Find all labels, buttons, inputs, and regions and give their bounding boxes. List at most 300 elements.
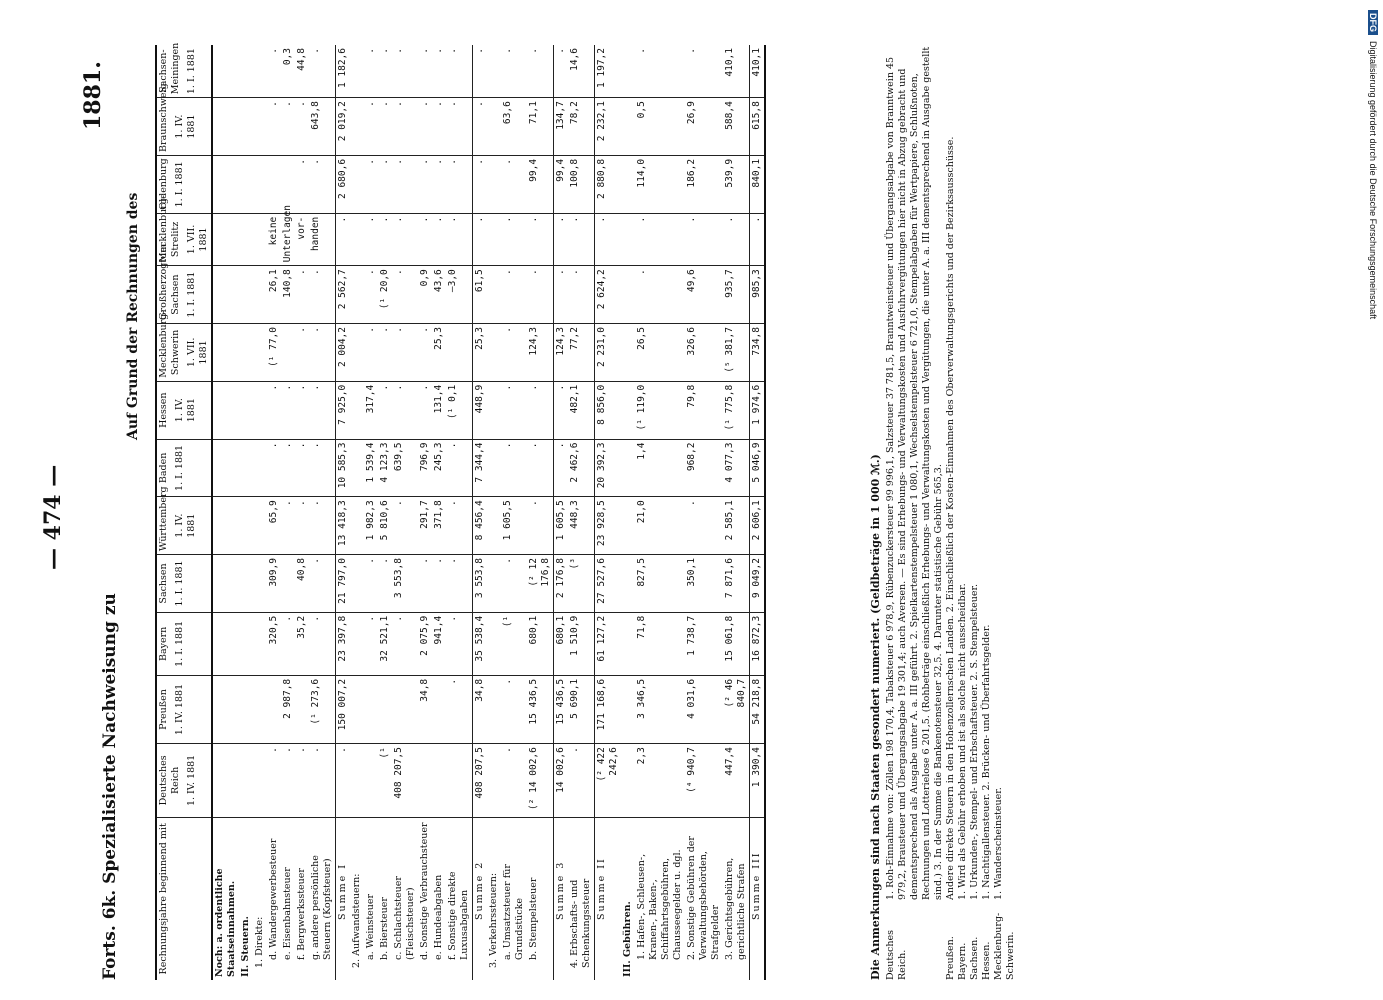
table-cell: . [309, 744, 336, 818]
row-label: III. Gebühren. [622, 901, 633, 977]
table-cell: . [364, 324, 378, 382]
table-cell [253, 675, 267, 743]
row-label: f. Bergwerkssteuer [296, 868, 307, 960]
table-cell: 10 585,3 [336, 439, 351, 497]
table-cell [350, 555, 364, 613]
table-cell: . [364, 213, 378, 266]
table-cell: . [554, 213, 569, 266]
table-cell: . [267, 45, 281, 98]
table-cell: (¹ 0,1 [446, 381, 473, 439]
table-cell: 827,5 [635, 555, 685, 613]
table-cell: 134,7 [554, 98, 569, 156]
table-cell: . [309, 324, 336, 382]
table-cell: 0,5 [635, 98, 685, 156]
table-cell: 291,7 [418, 497, 432, 555]
table-cell [253, 45, 267, 98]
table-cell: (² 12 176,8 [527, 555, 554, 613]
table-cell: 7 871,6 [723, 555, 750, 613]
column-header [156, 381, 212, 439]
table-cell: . [378, 98, 392, 156]
table-cell: 3 346,5 [635, 675, 685, 743]
table-cell: . [527, 439, 554, 497]
table-cell: . [501, 213, 527, 266]
table-row [267, 45, 281, 980]
table-cell [212, 266, 239, 324]
table-cell: . [392, 155, 418, 213]
table-cell: 408 207,5 [473, 744, 488, 818]
table-cell: . [378, 555, 392, 613]
table-cell: 43,6 [432, 266, 446, 324]
table-cell [212, 98, 239, 156]
table-cell: handen [309, 213, 336, 266]
table-cell: 4 031,6 [685, 675, 723, 743]
row-label: 1. Direkte: [254, 916, 265, 968]
table-cell: . [281, 612, 295, 675]
table-cell: 317,4 [364, 381, 378, 439]
table-cell: . [418, 155, 432, 213]
table-cell [487, 744, 501, 818]
table-cell: . [267, 381, 281, 439]
table-cell [253, 497, 267, 555]
column-date: 1. IV. 1881 [174, 513, 197, 538]
footnote-text: 1. Urkunden-, Stempel- und Erbschaftsteuer. 2. S. Stempelsteuer. [969, 584, 980, 900]
row-label: 2. Aufwandsteuern: [351, 873, 362, 968]
row-label: f. Sonstige direkte Luxusabgaben [447, 871, 470, 960]
column-date: 1. IV. 1881 [174, 398, 197, 423]
table-row [336, 45, 351, 980]
table-cell: . [501, 675, 527, 743]
table-cell: 124,3 [554, 324, 569, 382]
table-cell [239, 155, 253, 213]
table-cell: 114,0 [635, 155, 685, 213]
table-cell [350, 675, 364, 743]
table-cell: 309,9 [267, 555, 281, 613]
column-name: Preußen [158, 689, 169, 730]
table-cell: 100,8 [568, 155, 595, 213]
table-cell: . [554, 381, 569, 439]
table-cell: 14 002,6 [554, 744, 569, 818]
table-cell: . [378, 155, 392, 213]
table-cell [239, 555, 253, 613]
dfg-credit-text: Digitalisierung gefördert durch die Deutsche Forschungsgemeinschaft [1368, 41, 1378, 320]
table-cell [212, 744, 239, 818]
table-cell: 26,5 [635, 324, 685, 382]
table-cell: 840,1 [750, 155, 766, 213]
table-cell: 3 553,8 [473, 555, 488, 613]
table-cell: . [418, 555, 432, 613]
table-cell: Unterlagen [281, 213, 295, 266]
row-label: Summe II [595, 817, 622, 980]
table-cell [212, 555, 239, 613]
table-cell [621, 555, 635, 613]
table-cell [267, 675, 281, 743]
table-cell: 20 392,3 [595, 439, 622, 497]
table-cell: 2,3 [635, 744, 685, 818]
table-cell: (² 14 002,6 [527, 744, 554, 818]
table-cell: . [309, 266, 336, 324]
table-cell: . [554, 266, 569, 324]
table-cell [239, 497, 253, 555]
table-cell: . [378, 45, 392, 98]
table-cell: . [392, 497, 418, 555]
table-cell: 5 690,1 [568, 675, 595, 743]
table-cell: 410,1 [750, 45, 766, 98]
table-cell [487, 213, 501, 266]
footnote-state: Mecklenburg-Schwerin. [993, 912, 1016, 980]
table-cell: 448,9 [473, 381, 488, 439]
table-cell [212, 439, 239, 497]
table-cell [239, 266, 253, 324]
table-cell [212, 675, 239, 743]
table-cell [621, 98, 635, 156]
table-row [418, 45, 432, 980]
table-cell: 15 436,5 [554, 675, 569, 743]
table-cell: . [295, 439, 309, 497]
column-name: Braunschweig [158, 83, 169, 152]
table-row [750, 45, 766, 980]
table-cell: 985,3 [750, 266, 766, 324]
table-cell [432, 744, 446, 818]
table-cell: 0,9 [418, 266, 432, 324]
row-label: a. Weinsteuer [365, 893, 376, 960]
table-cell: 4 077,3 [723, 439, 750, 497]
column-header [156, 243, 212, 324]
table-cell: 5 810,6 [378, 497, 392, 555]
footnote-text: Andere direkte Steuern in den Hohenzollernschen Landen. 2. Einschließlich der Kosten-Einnahmen des Oberverwaltungsgerichts und der Bezirksausschüsse. [945, 136, 956, 900]
table-cell: 796,9 [418, 439, 432, 497]
table-cell: . [635, 266, 685, 324]
table-cell: 2 880,8 [595, 155, 622, 213]
table-cell [378, 675, 392, 743]
table-row [487, 45, 501, 980]
table-cell: 1 390,4 [750, 744, 766, 818]
table-cell [212, 155, 239, 213]
table-cell: . [568, 266, 595, 324]
column-date: 1. I. 1881 [174, 161, 185, 208]
table-cell: . [635, 213, 685, 266]
footnote-item [957, 40, 969, 980]
table-cell: . [309, 439, 336, 497]
table-cell: 1 197,2 [595, 45, 622, 98]
table-cell: . [685, 213, 723, 266]
table-cell [295, 675, 309, 743]
table-cell: 32 521,1 [378, 612, 392, 675]
column-header [156, 744, 212, 818]
table-cell: 2 019,2 [336, 98, 351, 156]
table-cell [487, 324, 501, 382]
column-name: Deutsches Reich [158, 755, 181, 806]
row-label: 1. Hafen-, Schleusen-, Kranen-, Baken-, Schiffahrtsgebühren, Chausseegelder u. dgl. [636, 849, 683, 960]
table-cell: . [527, 266, 554, 324]
table-cell [239, 213, 253, 266]
table-row [295, 45, 309, 980]
table-cell: 2 075,9 [418, 612, 432, 675]
table-cell: (¹ 119,0 [635, 381, 685, 439]
table-cell: . [267, 439, 281, 497]
table-cell: . [501, 155, 527, 213]
column-date: 1. IV. 1881 [174, 683, 185, 736]
table-cell: 588,4 [723, 98, 750, 156]
table-cell [239, 675, 253, 743]
table-cell [487, 612, 501, 675]
table-cell [364, 744, 378, 818]
table-cell: . [473, 213, 488, 266]
footnote-item [969, 40, 981, 980]
table-cell: 25,3 [432, 324, 446, 382]
table-cell: 71,1 [527, 98, 554, 156]
table-cell [418, 744, 432, 818]
table-cell: 15 061,8 [723, 612, 750, 675]
table-cell [350, 213, 364, 266]
table-cell [621, 266, 635, 324]
table-cell: (² 46 840,7 [723, 675, 750, 743]
column-header [156, 83, 212, 156]
table-cell: 1 982,3 [364, 497, 378, 555]
table-cell: 2 231,0 [595, 324, 622, 382]
table-cell: 71,8 [635, 612, 685, 675]
table-cell: . [527, 381, 554, 439]
table-cell: 26,9 [685, 98, 723, 156]
table-cell [446, 744, 473, 818]
table-cell: . [527, 45, 554, 98]
table-row [685, 45, 723, 980]
table-cell [253, 555, 267, 613]
table-cell: 2 176,8 [554, 555, 569, 613]
table-cell [253, 612, 267, 675]
table-cell: 40,8 [295, 555, 309, 613]
table-cell: (¹ [378, 744, 392, 818]
row-label: g. andere persönliche Steuern (Kopfsteuer) [310, 855, 333, 960]
column-date: 1. I. 1881 [186, 48, 197, 95]
table-row [239, 45, 253, 980]
table-cell: (⁵ 381,7 [723, 324, 750, 382]
table-cell: 21,0 [635, 497, 685, 555]
table-cell: 171 168,6 [595, 675, 622, 743]
column-name: Mecklenburg-Schwerin [158, 310, 181, 378]
table-cell: . [364, 555, 378, 613]
row-label: d. Sonstige Verbrauchsteuer [419, 822, 430, 960]
table-cell: . [295, 381, 309, 439]
table-cell: 1 738,7 [685, 612, 723, 675]
footnote-state: Deutsches Reich. [885, 930, 908, 980]
table-cell: 44,8 [295, 45, 309, 98]
table-cell: 7 344,4 [473, 439, 488, 497]
row-label: Summe III [750, 817, 766, 980]
table-cell: (¹ 20,0 [378, 266, 392, 324]
table-cell: 26,1 [267, 266, 281, 324]
table-cell: . [750, 213, 766, 266]
table-cell: . [501, 381, 527, 439]
row-label: 4. Erbschafts- und Schenkungssteuer [569, 878, 592, 968]
table-cell: 447,4 [723, 744, 750, 818]
table-cell [239, 744, 253, 818]
column-name: Großherzogtum Sachsen [158, 243, 181, 320]
table-cell: . [392, 381, 418, 439]
table-cell [253, 439, 267, 497]
table-cell: . [267, 98, 281, 156]
table-cell [253, 213, 267, 266]
table-cell: 448,3 [568, 497, 595, 555]
table-cell [239, 45, 253, 98]
table-cell: . [418, 213, 432, 266]
table-cell [350, 45, 364, 98]
table-cell: . [281, 439, 295, 497]
table-cell [239, 439, 253, 497]
dfg-logo: DFG [1368, 10, 1378, 35]
table-row [621, 45, 635, 980]
table-cell: . [392, 324, 418, 382]
table-cell: 15 436,5 [527, 675, 554, 743]
table-cell: 23 928,5 [595, 497, 622, 555]
table-cell: 61 127,2 [595, 612, 622, 675]
table-cell [621, 744, 635, 818]
table-cell: 410,1 [723, 45, 750, 98]
table-cell: . [309, 612, 336, 675]
table-cell: . [432, 155, 446, 213]
table-cell: 131,4 [432, 381, 446, 439]
table-cell: . [378, 213, 392, 266]
table-cell [487, 155, 501, 213]
table-cell: 1,4 [635, 439, 685, 497]
table-cell: 2 680,6 [336, 155, 351, 213]
table-cell: 34,8 [473, 675, 488, 743]
table-cell [392, 675, 418, 743]
table-cell: 16 872,3 [750, 612, 766, 675]
table-cell: . [309, 381, 336, 439]
table-cell [281, 555, 295, 613]
table-cell: . [364, 612, 378, 675]
table-row [568, 45, 595, 980]
table-cell: 680,1 [554, 612, 569, 675]
table-cell [487, 381, 501, 439]
column-header [156, 555, 212, 613]
row-label: a. Umsatzsteuer für Grundstücke [502, 864, 525, 960]
table-cell: . [527, 497, 554, 555]
table-cell: 935,7 [723, 266, 750, 324]
column-header [156, 486, 212, 555]
table-cell [621, 155, 635, 213]
table-cell: (³ [568, 555, 595, 613]
table-cell: (⁴ 940,7 [685, 744, 723, 818]
table-cell: . [501, 439, 527, 497]
table-cell: 35 538,4 [473, 612, 488, 675]
column-date: 1. I. 1881 [174, 560, 185, 607]
table-cell: 615,8 [750, 98, 766, 156]
table-cell: 2 004,2 [336, 324, 351, 382]
table-cell: 27 527,6 [595, 555, 622, 613]
table-cell: 54 218,8 [750, 675, 766, 743]
row-label: Noch: a. ordentliche Staatseinnahmen. [214, 868, 237, 977]
table-cell: 3 553,8 [392, 555, 418, 613]
table-cell: 8 456,4 [473, 497, 488, 555]
table-cell: 639,5 [392, 439, 418, 497]
footnote-item [993, 40, 1017, 980]
table-cell [239, 98, 253, 156]
table-cell: 186,2 [685, 155, 723, 213]
table-cell: . [685, 45, 723, 98]
table-cell: . [432, 98, 446, 156]
table-cell [239, 381, 253, 439]
table-cell: 968,2 [685, 439, 723, 497]
table-cell: . [501, 45, 527, 98]
table-row [253, 45, 267, 980]
statistics-table [155, 42, 766, 980]
table-cell: 1 605,5 [501, 497, 527, 555]
table-row [723, 45, 750, 980]
table-cell: . [295, 324, 309, 382]
column-header [156, 310, 212, 382]
table-cell [212, 612, 239, 675]
sidebar-credit [1366, 10, 1380, 990]
table-cell: 78,2 [568, 98, 595, 156]
table-cell: . [418, 381, 432, 439]
table-cell [253, 324, 267, 382]
table-cell: 8 856,0 [595, 381, 622, 439]
table-cell: . [446, 45, 473, 98]
table-cell: 539,9 [723, 155, 750, 213]
table-cell: 79,8 [685, 381, 723, 439]
table-cell [212, 381, 239, 439]
table-row [378, 45, 392, 980]
table-cell [212, 45, 239, 98]
table-cell: . [446, 155, 473, 213]
table-cell: vor- [295, 213, 309, 266]
column-name: Hessen [158, 392, 169, 428]
table-cell: . [295, 98, 309, 156]
table-row [364, 45, 378, 980]
table-cell: (¹ 77,0 [267, 324, 281, 382]
table-cell: . [595, 213, 622, 266]
table-cell: 2 987,8 [281, 675, 295, 743]
table-cell: 734,8 [750, 324, 766, 382]
table-cell: . [568, 744, 595, 818]
table-cell: . [295, 266, 309, 324]
table-cell: . [568, 213, 595, 266]
page-subtitle: Auf Grund der Rechnungen des [125, 192, 141, 440]
stub-header: Rechnungsjahre beginnend mit [156, 817, 212, 980]
column-name: Baden [158, 452, 169, 484]
table-cell: . [392, 213, 418, 266]
table-cell [212, 324, 239, 382]
table-cell [212, 213, 239, 266]
table-cell: . [554, 45, 569, 98]
table-cell: . [432, 213, 446, 266]
table-cell: 680,1 [527, 612, 554, 675]
table-cell: 1 510,9 [568, 612, 595, 675]
table-cell: 35,2 [295, 612, 309, 675]
table-cell: . [392, 45, 418, 98]
footnote-item [885, 40, 945, 980]
table-cell: keine [267, 213, 281, 266]
table-cell [239, 612, 253, 675]
table-cell: 1 605,5 [554, 497, 569, 555]
table-cell [350, 439, 364, 497]
table-cell: 124,3 [527, 324, 554, 382]
table-cell [350, 98, 364, 156]
table-cell: . [392, 98, 418, 156]
table-cell: 1 539,4 [364, 439, 378, 497]
table-cell: 1 182,6 [336, 45, 351, 98]
table-cell: 49,6 [685, 266, 723, 324]
year-label: 1881. [80, 61, 106, 130]
row-label: b. Stempelsteuer [528, 877, 539, 960]
table-cell: —3,0 [446, 266, 473, 324]
table-cell [621, 439, 635, 497]
table-cell [267, 155, 281, 213]
table-cell: 408 207,5 [392, 744, 418, 818]
table-cell: 63,6 [501, 98, 527, 156]
footnote-state: Hessen. [981, 941, 992, 980]
